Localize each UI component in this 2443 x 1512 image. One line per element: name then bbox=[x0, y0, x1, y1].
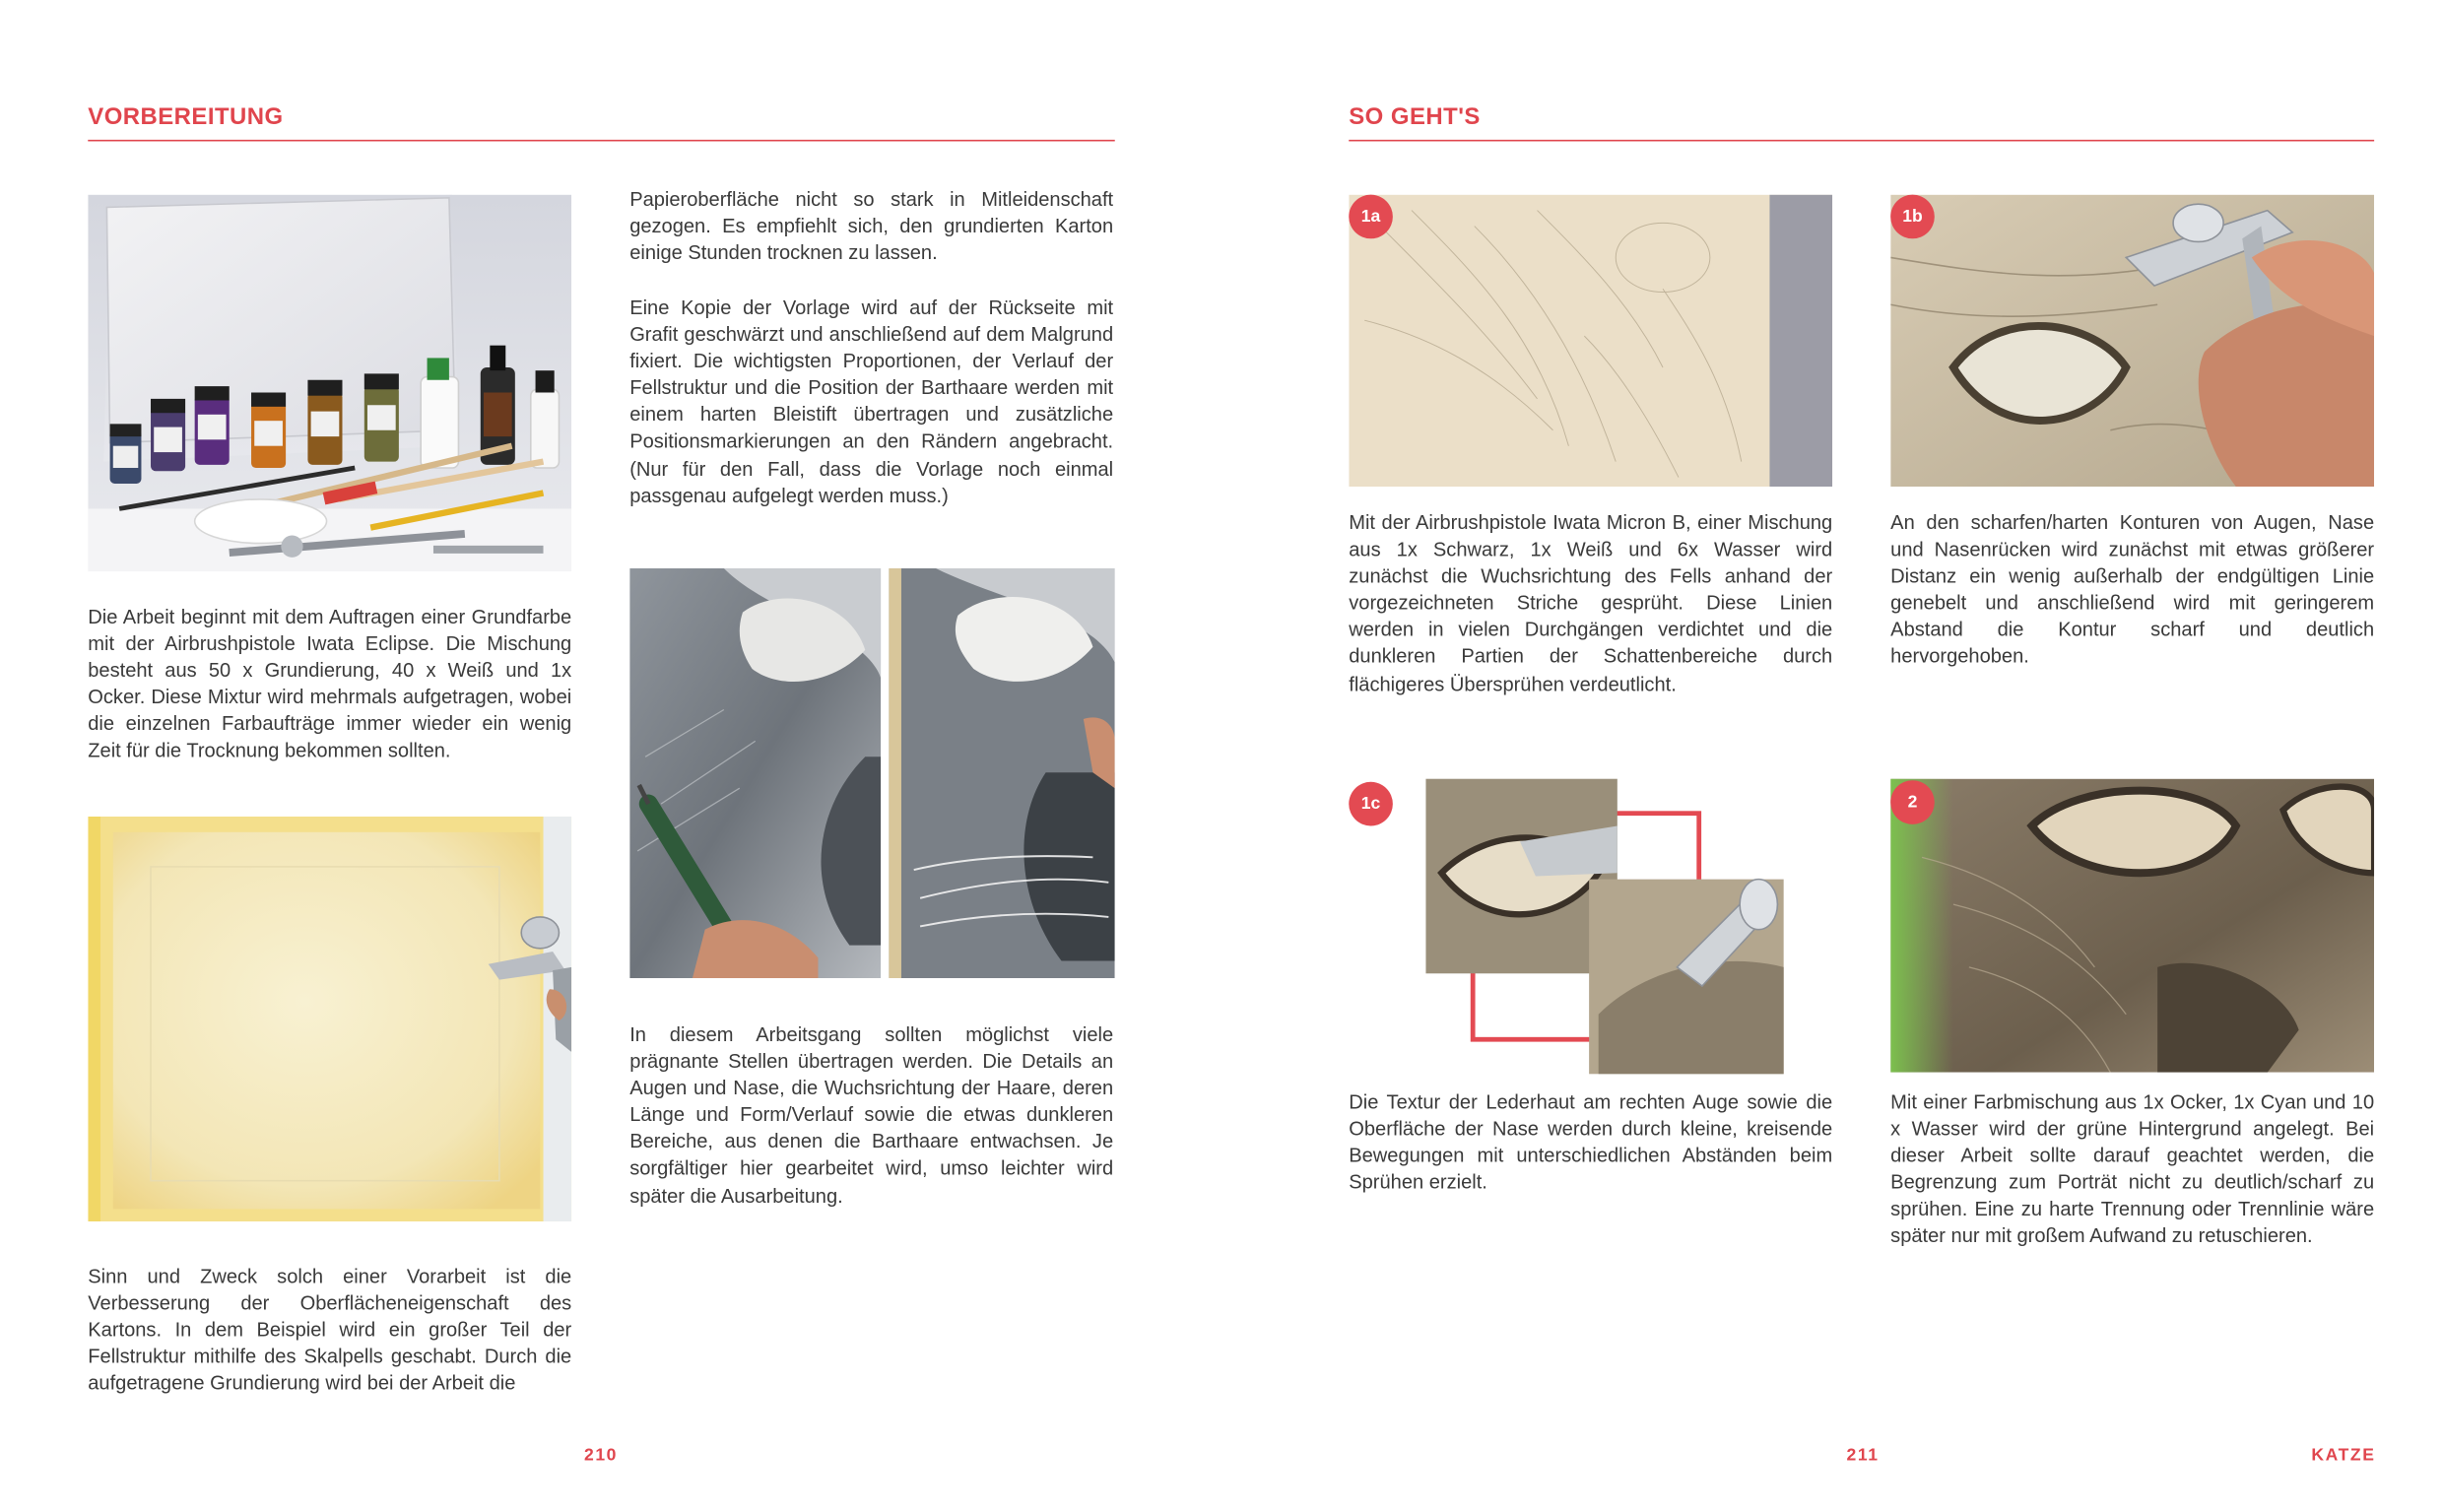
text-step-2: Mit einer Farbmischung aus 1x Ocker, 1x Cyan und 10 x Wasser wird der grüne Hintergrund angelegt. Bei dieser Arbeit sollte darauf geachtet werden, die Begrenzung zum Porträt nicht zu deutlich/scharf zu sprühen. Eine zu harte Trennung oder Trennlinie wäre später nur mit großem Aufwand zu retuschieren. bbox=[1890, 1090, 2375, 1248]
text-step-1b: An den scharfen/harten Konturen von Augen, Nase und Nasenrücken wird zunächst mit etwas größerer Distanz ein wenig außerhalb der endgültigen Linie genebelt und anschließend wird mit geringerem Abstand die Kontur scharf und deutlich hervorgehoben. bbox=[1890, 511, 2375, 669]
text-step-base-coat: Die Arbeit beginnt mit dem Auftragen einer Grundfarbe mit der Airbrushpistole Iwata Eclipse. Die Mischung besteht aus 50 x Grundierung, 40 x Weiß und 1x Ocker. Diese Mixtur wird mehrmals aufgetragen, wobei die einzelnen Farbaufträge immer wieder ein wenig Zeit für die Trocknung bekommen sollten. bbox=[88, 606, 572, 762]
heading-rule-left bbox=[88, 140, 1114, 142]
text-purpose-of-prep: Sinn und Zweck solch einer Vorarbeit ist die Verbesserung der Oberflächeneigenschaft des Kartons. In dem Beispiel wird ein großer Teil der Fellstruktur mithilfe des Skalpells geschabt. Durch die aufgetragene Grundierung wird bei der Arbeit die bbox=[88, 1265, 572, 1396]
page-number-left: 210 bbox=[583, 1446, 619, 1466]
text-paper-surface: Papieroberfläche nicht so stark in Mitleidenschaft gezogen. Es empfiehlt sich, den grundierten Karton einige Stunden trocknen zu lassen. bbox=[629, 188, 1114, 265]
photo-base-coat bbox=[88, 817, 571, 1221]
step-badge-1c: 1c bbox=[1349, 782, 1393, 826]
page-number-right: 211 bbox=[1846, 1446, 1880, 1466]
text-step-1c: Die Textur der Lederhaut am rechten Auge sowie die Oberfläche der Nase werden durch kleine, kreisende Bewegungen mit unterschiedlichen Abständen beim Sprühen erzielt. bbox=[1349, 1090, 1833, 1194]
heading-rule-right bbox=[1349, 140, 2374, 142]
section-heading-preparation: VORBEREITUNG bbox=[88, 103, 284, 131]
text-transfer-details: In diesem Arbeitsgang sollten möglichst viele prägnante Stellen übertragen werden. Die Details an Augen und Nase, die Wuchsrichtung der Haare, deren Länge und Form/Verlauf sowie die etwas dunkleren Bereiche, aus denen die Barthaare entwachsen. Je sorgfältiger hier gearbeitet wird, umso leichter wird später die Ausarbeitung. bbox=[629, 1023, 1114, 1208]
text-copy-template: Eine Kopie der Vorlage wird auf der Rückseite mit Grafit geschwärzt und anschließend auf dem Malgrund fixiert. Die wichtigsten Proportionen, der Verlauf der Fellstruktur und die Position der Barthaare werden mit einem harten Bleistift übertragen und zusätzliche Positionsmarkierungen an den Rändern angebracht. (Nur für den Fall, dass die Vorlage noch einmal passgenau aufgelegt werden muss.) bbox=[629, 296, 1114, 507]
step-badge-1b: 1b bbox=[1890, 195, 1935, 239]
photo-art-supplies bbox=[88, 195, 571, 572]
photo-pencil-transfer bbox=[629, 568, 881, 978]
photo-step-1b bbox=[1890, 195, 2374, 487]
photo-step-1a bbox=[1349, 195, 1832, 487]
photo-transferred-outline bbox=[889, 568, 1115, 978]
section-heading-how-to: SO GEHT'S bbox=[1349, 103, 1481, 131]
step-badge-1a: 1a bbox=[1349, 195, 1393, 239]
text-step-1a: Mit der Airbrushpistole Iwata Micron B, einer Mischung aus 1x Schwarz, 1x Weiß und 6x Wasser wird zunächst die Wuchsrichtung des Fells anhand der vorgezeichneten Striche gesprüht. Diese Linien werden in vielen Durchgängen verdichtet und die dunkleren Partien der Schattenbereiche durch flächigeres Übersprühen verdeutlicht. bbox=[1349, 511, 1833, 695]
photo-step-2 bbox=[1890, 779, 2374, 1073]
photo-step-1c-collage bbox=[1425, 779, 1783, 1078]
chapter-label: KATZE bbox=[2311, 1446, 2376, 1466]
step-badge-2: 2 bbox=[1890, 780, 1935, 824]
